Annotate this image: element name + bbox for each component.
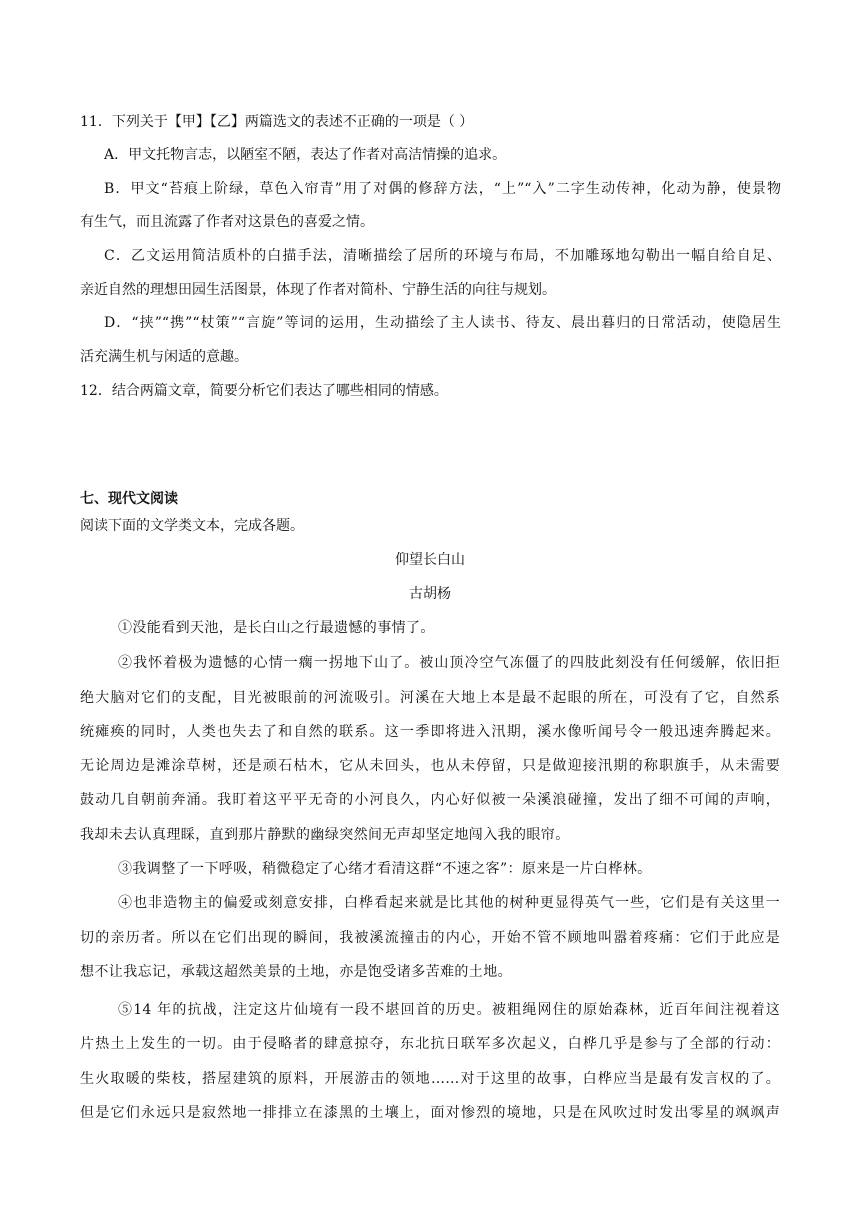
question-11-option-b-line-1: B．甲文“苔痕上阶绿，草色入帘青”用了对偶的修辞方法，“上”“入”二字生动传神，化动为静，使景物: [104, 181, 781, 197]
article-paragraph-2-line-1: ②我怀着极为遗憾的心情一瘸一拐地下山了。被山顶冷空气冻僵了的四肢此刻没有任何缓解，依旧拒: [118, 655, 780, 671]
article-paragraph-4-line-1: ④也非造物主的偏爱或刻意安排，白桦看起来就是比其他的树种更显得英气一些，它们是有关这里一: [118, 895, 780, 911]
question-11-option-d-line-2: 活充满生机与闲适的意趣。: [80, 349, 248, 365]
section-heading: 七、现代文阅读: [80, 491, 178, 507]
section-instruction: 阅读下面的文学类文本，完成各题。: [80, 518, 304, 534]
article-title: 仰望长白山: [395, 552, 465, 568]
article-paragraph-2-line-5: 鼓动几自朝前奔涌。我盯着这平平无奇的小河良久，内心好似被一朵溪浪碰撞，发出了细不可闻的声响，: [80, 792, 780, 808]
question-11-option-b-line-2: 有生气，而且流露了作者对这景色的喜爱之情。: [80, 214, 374, 230]
article-paragraph-5-line-4: 但是它们永远只是寂然地一排排立在漆黑的土壤上，面对惨烈的境地，只是在风吹过时发出零星的飒飒声: [80, 1105, 780, 1121]
question-12-stem: 12．结合两篇文章，简要分析它们表达了哪些相同的情感。: [80, 383, 448, 399]
article-paragraph-1: ①没能看到天池，是长白山之行最遗憾的事情了。: [118, 620, 435, 636]
article-author: 古胡杨: [409, 586, 451, 602]
question-11-option-d-line-1: D．“挟”“携”“杖策”“言旋”等词的运用，生动描绘了主人读书、待友、晨出暮归的日常活动，使隐居生: [104, 315, 781, 331]
article-paragraph-2-line-3: 统瘫痪的同时，人类也失去了和自然的联系。这一季即将进入汛期，溪水像听闻号令一般迅速奔腾起来。: [80, 724, 780, 740]
article-paragraph-4-line-2: 切的亲历者。所以在它们出现的瞬间，我被溪流撞击的内心，开始不管不顾地叫嚣着疼痛：它们于此应是: [80, 930, 780, 946]
article-paragraph-3: ③我调整了一下呼吸，稍微稳定了心绪才看清这群“不速之客”：原来是一片白桦林。: [118, 861, 652, 877]
article-paragraph-5-line-2: 片热土上发生的一切。由于侵略者的肆意掠夺，东北抗日联军多次起义，白桦几乎是参与了全部的行动：: [80, 1036, 780, 1052]
question-11-option-a: A．甲文托物言志，以陋室不陋，表达了作者对高洁情操的追求。: [104, 147, 507, 163]
question-11-stem: 11．下列关于【甲】【乙】两篇选文的表述不正确的一项是（ ）: [80, 114, 474, 130]
article-paragraph-5-line-1: ⑤14 年的抗战，注定这片仙境有一段不堪回首的历史。被粗绳网住的原始森林，近百年间注视着这: [118, 1002, 780, 1018]
article-paragraph-5-line-3: 生火取暖的柴枝，搭屋建筑的原料，开展游击的领地……对于这里的故事，白桦应当是最有发言权的了。: [80, 1071, 780, 1087]
article-paragraph-2-line-2: 绝大脑对它们的支配，目光被眼前的河流吸引。河溪在大地上本是最不起眼的所在，可没有了它，自然系: [80, 690, 780, 706]
question-11-option-c-line-2: 亲近自然的理想田园生活图景，体现了作者对简朴、宁静生活的向往与规划。: [80, 282, 556, 298]
article-paragraph-2-line-6: 我却未去认真理睬，直到那片静默的幽绿突然间无声却坚定地闯入我的眼帘。: [80, 827, 570, 843]
article-paragraph-4-line-3: 想不让我忘记，承载这超然美景的土地，亦是饱受诸多苦难的土地。: [80, 964, 512, 980]
article-paragraph-2-line-4: 无论周边是滩涂草树，还是顽石枯木，它从未回头，也从未停留，只是做迎接汛期的称职旗手，从未需要: [80, 758, 780, 774]
question-11-option-c-line-1: C．乙文运用简洁质朴的白描手法，清晰描绘了居所的环境与布局，不加雕琢地勾勒出一幅自给自足、: [104, 248, 781, 264]
